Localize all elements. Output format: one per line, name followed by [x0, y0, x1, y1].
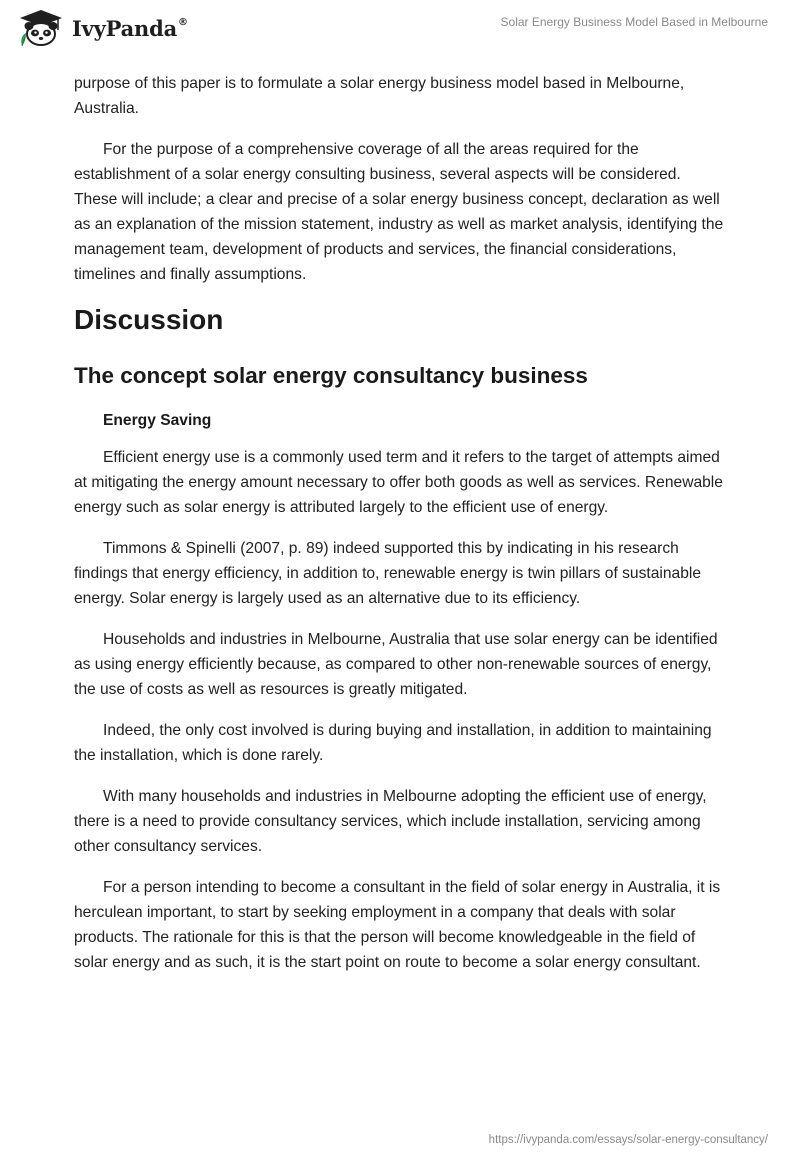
logo-wordmark: IvyPanda® — [72, 15, 188, 41]
scope-paragraph: For the purpose of a comprehensive coverage of all the areas required for the establishment of a solar energy consulting business, several aspects will be considered. These will include; a clear and precise of a solar energy business concept, declaration as well as an explanation of the mission statement, industry as well as market analysis, identifying the management team, development of products and services, the financial considerations, timelines and finally assumptions. — [74, 141, 724, 283]
paragraph: With many households and industries in Melbourne adopting the efficient use of energy, there is a need to provide consultancy services, which include installation, servicing among other consultancy services. — [74, 788, 707, 855]
article-body — [74, 71, 724, 991]
paragraph: Timmons & Spinelli (2007, p. 89) indeed supported this by indicating in his research findings that energy efficiency, in addition to, renewable energy is twin pillars of sustainable energy. Solar energy is largely used as an alternative due to its efficiency. — [74, 540, 702, 607]
heading-discussion: Discussion — [74, 304, 224, 335]
heading-energy-saving: Energy Saving — [103, 412, 212, 429]
paragraph: For a person intending to become a consultant in the field of solar energy in Australia, it is herculean important, to start by seeking employment in a company that deals with solar products. The rationale for this is that the person will become knowledgeable in the field of solar energy and as such, it is the start point on route to become a solar energy consultant. — [74, 879, 721, 971]
ivypanda-logo[interactable] — [16, 8, 188, 48]
paragraph: Indeed, the only cost involved is during buying and installation, in addition to maintaining the installation, which is done rarely. — [74, 722, 712, 764]
document-title: Solar Energy Business Model Based in Melbourne — [500, 15, 768, 29]
source-url[interactable]: https://ivypanda.com/essays/solar-energy-consultancy/ — [488, 1134, 768, 1146]
intro-paragraph: purpose of this paper is to formulate a solar energy business model based in Melbourne, Australia. — [74, 75, 685, 117]
paragraph: Households and industries in Melbourne, Australia that use solar energy can be identified as using energy efficiently because, as compared to other non-renewable sources of energy, the use of costs as well as resources is greatly mitigated. — [74, 631, 718, 698]
paragraph: Efficient energy use is a commonly used term and it refers to the target of attempts aimed at mitigating the energy amount necessary to offer both goods as well as services. Renewable energy such as solar energy is attributed largely to the efficient use of energy. — [74, 449, 723, 516]
heading-concept: The concept solar energy consultancy business — [74, 363, 588, 388]
panda-graduate-icon — [16, 8, 66, 48]
page-header — [0, 0, 800, 64]
